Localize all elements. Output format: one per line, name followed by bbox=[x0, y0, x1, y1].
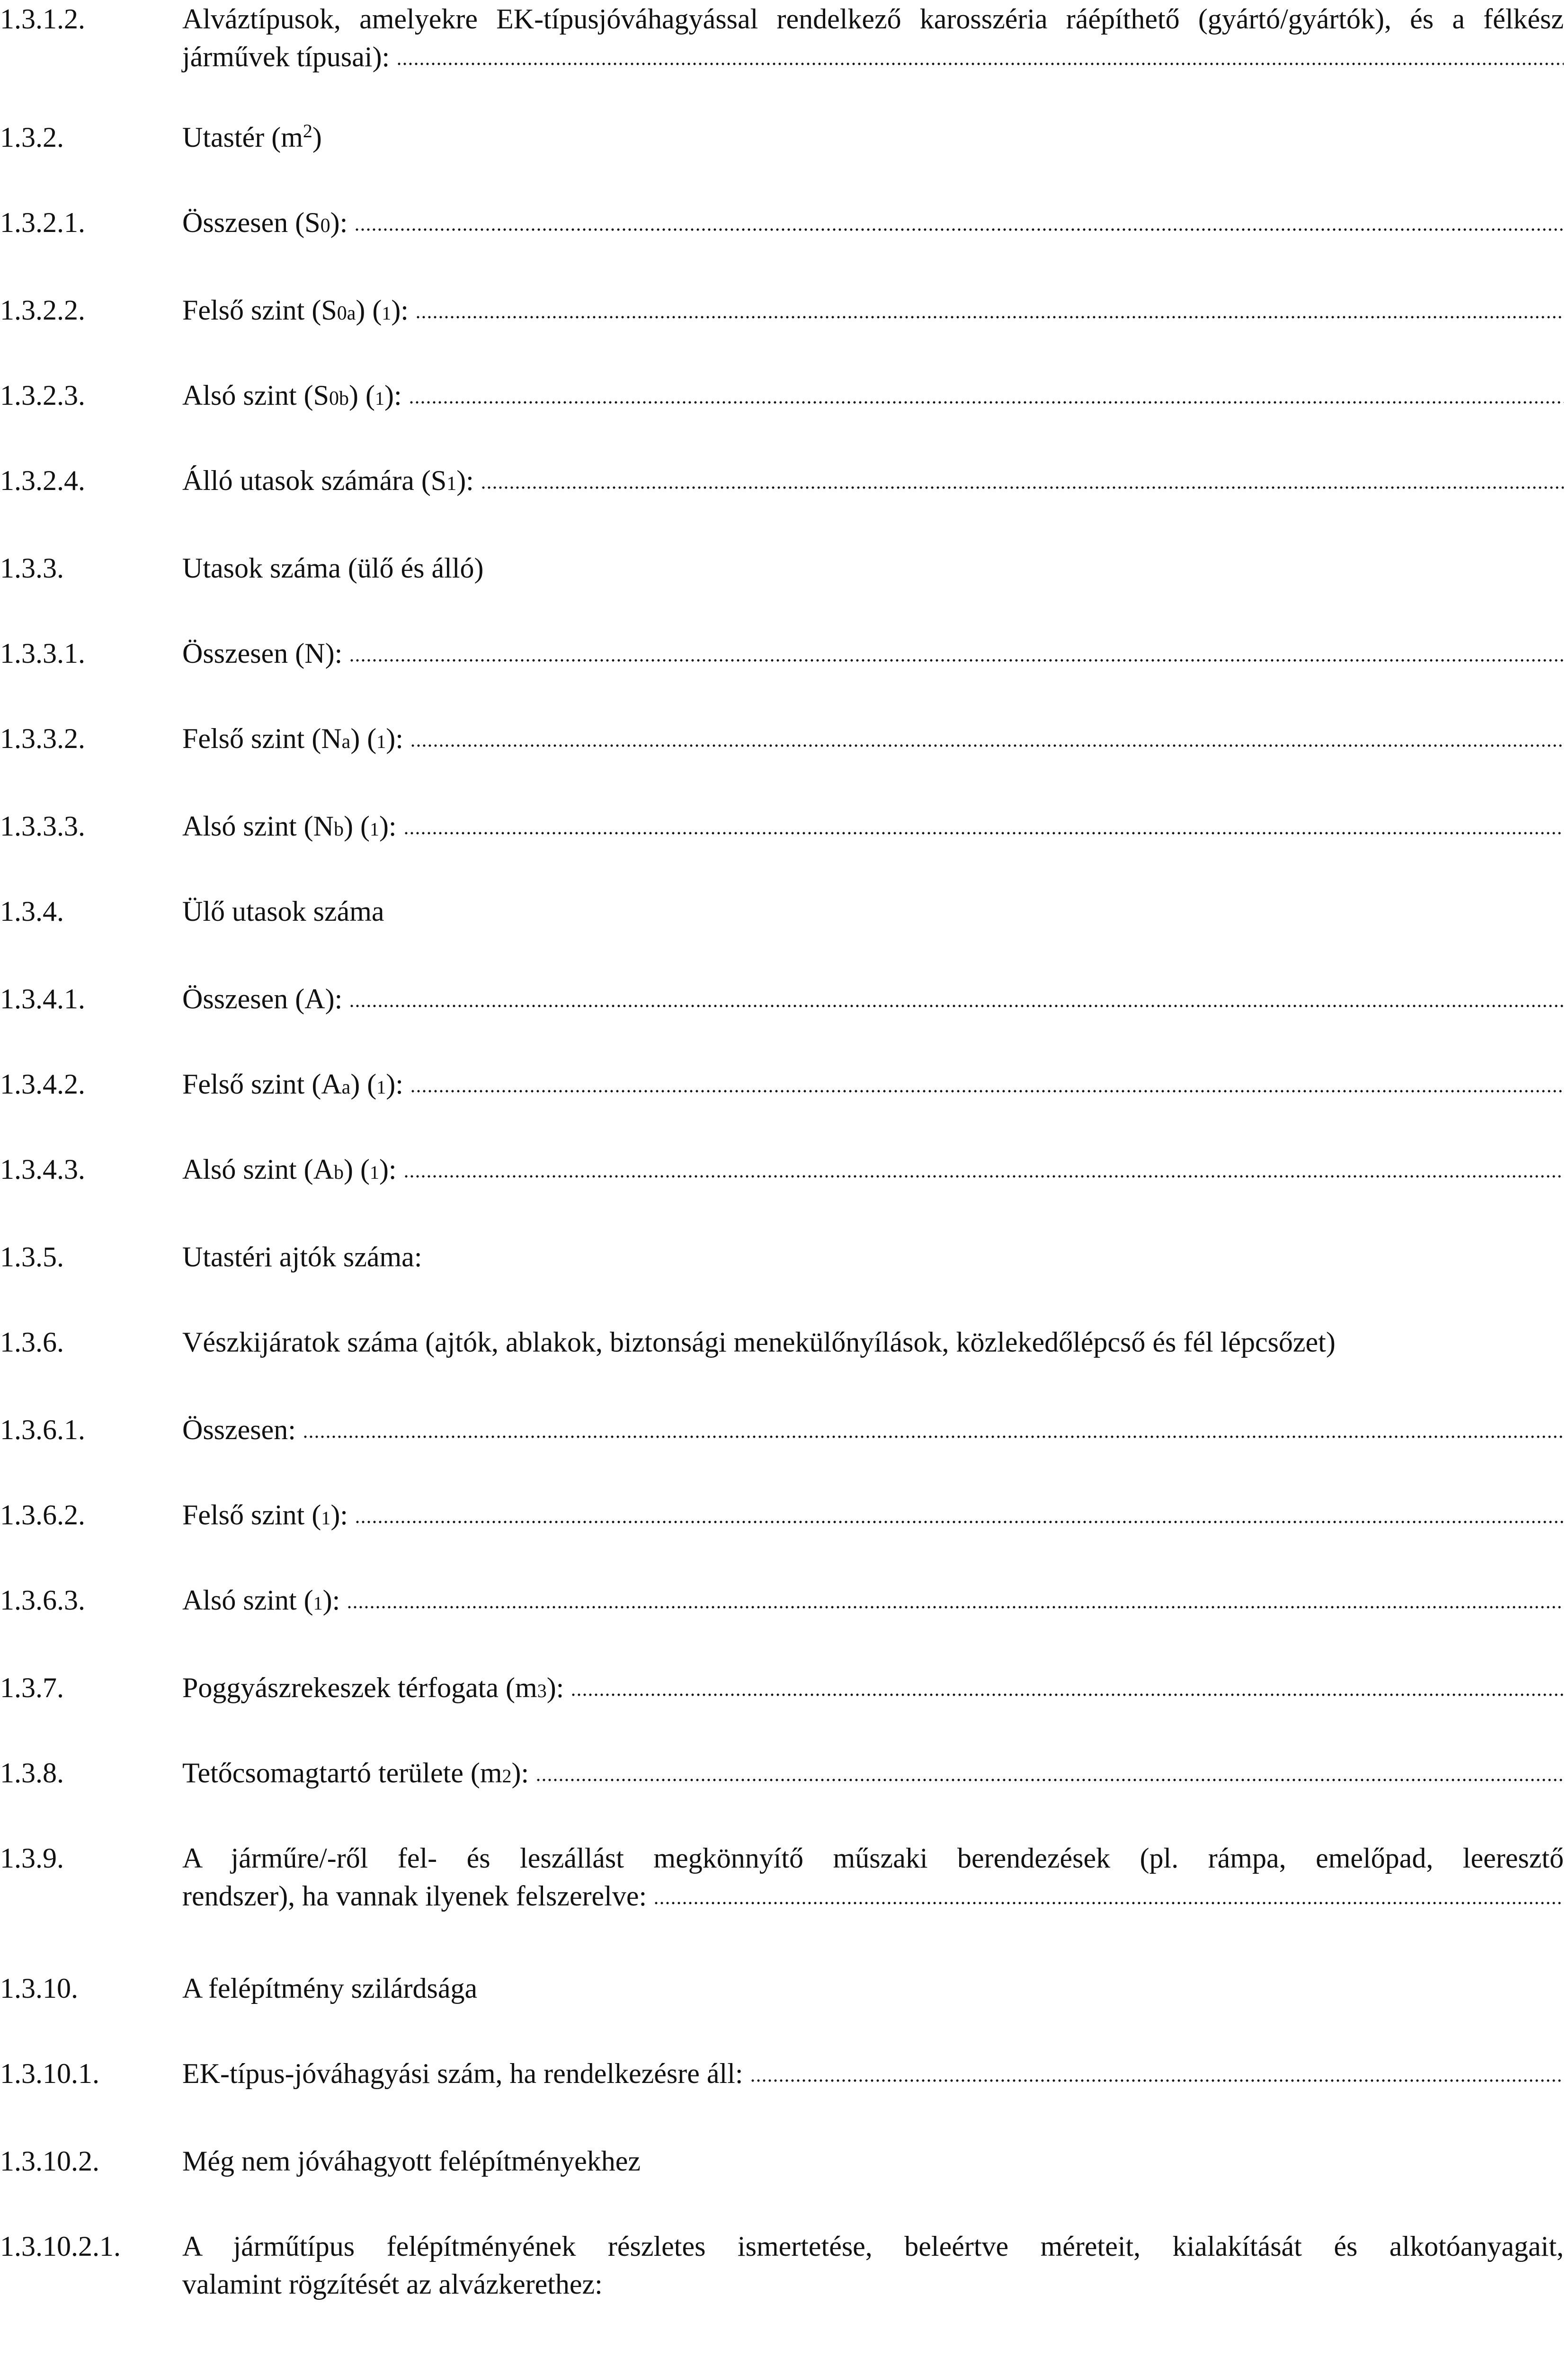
item-text: Alsó szint (S bbox=[182, 380, 330, 411]
item-text: Álló utasok számára (S bbox=[182, 465, 447, 496]
item-number: 1.3.10.1. bbox=[0, 2058, 99, 2089]
dotted-fill-line bbox=[349, 658, 1564, 663]
item-text: Utastér (m bbox=[182, 122, 303, 153]
item-text: Összesen (S bbox=[182, 207, 321, 238]
item-text: Utastéri ajtók száma: bbox=[182, 1241, 422, 1272]
item-text: Felső szint ( bbox=[182, 1499, 321, 1531]
dotted-fill-line bbox=[481, 485, 1564, 490]
item-number: 1.3.6.2. bbox=[0, 1499, 85, 1531]
item-number: 1.3.9. bbox=[0, 1842, 64, 1874]
item-number: 1.3.3.1. bbox=[0, 638, 85, 669]
dotted-fill-line bbox=[303, 1434, 1564, 1439]
item-text-tail: rendszer), ha vannak ilyenek felszerelve: bbox=[182, 1880, 647, 1912]
dotted-fill-line bbox=[410, 743, 1564, 748]
item-text: Felső szint (N bbox=[182, 723, 342, 754]
item-number: 1.3.6. bbox=[0, 1326, 64, 1358]
item-number: 1.3.1.2. bbox=[0, 3, 85, 35]
item-number: 1.3.8. bbox=[0, 1757, 64, 1789]
item-number: 1.3.7. bbox=[0, 1672, 64, 1703]
item-text: Még nem jóváhagyott felépítményekhez bbox=[182, 2145, 641, 2177]
item-text: Felső szint (S bbox=[182, 294, 337, 326]
dotted-fill-line bbox=[535, 1778, 1564, 1782]
dotted-fill-line bbox=[409, 400, 1564, 405]
item-text: Alsó szint (A bbox=[182, 1154, 334, 1185]
item-number: 1.3.4. bbox=[0, 896, 64, 927]
item-number: 1.3.10. bbox=[0, 1973, 78, 2004]
item-text: Felső szint (A bbox=[182, 1068, 342, 1100]
item-text: Poggyászrekeszek térfogata (m bbox=[182, 1672, 537, 1703]
item-number: 1.3.10.2. bbox=[0, 2145, 99, 2177]
item-number: 1.3.2.3. bbox=[0, 380, 85, 411]
dotted-fill-line bbox=[403, 1174, 1564, 1179]
item-number: 1.3.3. bbox=[0, 552, 64, 584]
item-number: 1.3.5. bbox=[0, 1241, 64, 1272]
item-text: EK-típus-jóváhagyási szám, ha rendelkezésre áll: bbox=[182, 2058, 743, 2089]
item-number: 1.3.2.2. bbox=[0, 294, 85, 326]
item-text: Utasok száma (ülő és álló) bbox=[182, 552, 484, 584]
item-text: Tetőcsomagtartó területe (m bbox=[182, 1757, 502, 1789]
item-text: A járműtípus felépítményének részletes ismertetése, beleértve méreteit, kialakítását és alkotóanyagait, bbox=[182, 2231, 1564, 2262]
dotted-fill-line bbox=[570, 1692, 1564, 1697]
item-number: 1.3.10.2.1. bbox=[0, 2231, 121, 2262]
item-number: 1.3.4.3. bbox=[0, 1154, 85, 1185]
item-text: Alsó szint ( bbox=[182, 1584, 313, 1616]
item-number: 1.3.6.1. bbox=[0, 1414, 85, 1445]
dotted-fill-line bbox=[354, 227, 1564, 232]
item-number: 1.3.2.1. bbox=[0, 207, 85, 238]
dotted-fill-line bbox=[653, 1901, 1564, 1905]
dotted-fill-line bbox=[347, 1605, 1564, 1610]
item-text: Összesen (N): bbox=[182, 638, 343, 669]
dotted-fill-line bbox=[750, 2078, 1564, 2083]
item-text: Összesen: bbox=[182, 1414, 296, 1445]
item-text: A felépítmény szilárdsága bbox=[182, 1973, 478, 2004]
item-number: 1.3.6.3. bbox=[0, 1584, 85, 1616]
item-number: 1.3.3.3. bbox=[0, 810, 85, 842]
item-text: Összesen (A): bbox=[182, 983, 343, 1014]
dotted-fill-line bbox=[415, 315, 1564, 320]
item-number: 1.3.2. bbox=[0, 122, 64, 153]
dotted-fill-line bbox=[403, 831, 1564, 836]
item-text: Alsó szint (N bbox=[182, 810, 334, 842]
item-text: Alváztípusok, amelyekre EK-típusjóváhagyással rendelkező karosszéria ráépíthető (gyártó/gyártók), és a félkész bbox=[182, 3, 1564, 35]
item-number: 1.3.3.2. bbox=[0, 723, 85, 754]
dotted-fill-line bbox=[396, 62, 1564, 66]
dotted-fill-line bbox=[355, 1520, 1564, 1524]
item-number: 1.3.2.4. bbox=[0, 465, 85, 496]
item-text: A járműre/-ről fel- és leszállást megkönnyítő műszaki berendezések (pl. rámpa, emelőpad, leeresztő bbox=[182, 1842, 1564, 1874]
dotted-fill-line bbox=[349, 1004, 1564, 1008]
item-text: Ülő utasok száma bbox=[182, 896, 384, 927]
dotted-fill-line bbox=[410, 1089, 1564, 1094]
item-text-tail: járművek típusai): bbox=[182, 41, 390, 72]
item-text-tail: valamint rögzítését az alvázkerethez: bbox=[182, 2269, 603, 2300]
item-text: Vészkijáratok száma (ajtók, ablakok, biztonsági menekülőnyílások, közlekedőlépcső és fél lépcsőzet) bbox=[182, 1326, 1336, 1358]
item-number: 1.3.4.1. bbox=[0, 983, 85, 1014]
document-page: 1.3.1.2. Alváztípusok, amelyekre EK-típusjóváhagyással rendelkező karosszéria ráépíthető (gyártó/gyártók), és a félkész járművek típusai): 1.3.2. Utastér $(m^2)$ 1.3.2.1. Összesen (S 0 ): 1.3.2.2. Felső szint (S 0a ) ( 1 ): 1.3.2.3. Alsó szint (S 0b ) ( 1 ): 1.3.2.4. Álló utasok számára (S 1 ): 1.3.3. Utasok száma (ülő és álló) 1.3.3.1. Összesen (N): 1.3.3.2. Felső szint (N a ) ( 1 ): 1.3.3.3. Alsó szint (N b ) ( 1 ): 1.3.4. Ülő utasok száma 1.3.4.1. Összesen (A): 1.3.4.2. Felső szint (A a ) ( 1 ): 1.3.4.3. Alsó szint (A b ) ( 1 ): 1.3.5. Utastéri ajtók száma: 1.3.6. Vészkijáratok száma (ajtók, ablakok, biztonsági menekülőnyílások, közlekedőlépcső és fél lépcsőzet) 1.3.6.1. Összesen: 1.3.6.2. Felső szint ( 1 ): 1.3.6.3. Alsó szint ( 1 ): 1.3.7. Poggyászrekeszek térfogata (m 3 ): 1.3.8. Tetőcsomagtartó területe (m 2 ): 1.3.9. A járműre/-ről fel- és leszállást megkönnyítő műszaki berendezések (pl. rámpa, emelőpad, leeresztő rendszer), ha vannak ilyenek felszerelve: 1.3.10. A felépítmény szilárdsága 1.3.10.1. EK-típus-jóváhagyási szám, ha rendelkezésre áll: 1.3.10.2. Még nem jóváhagyott felépítményekhez 1.3.10.2.1. A járműtípus felépítményének részletes ismertetése, beleértve méreteit, kialakítását és alkotóanyagait, valamint rögzítését az alvázkerethez: bbox=[0, 0, 1568, 2367]
item-number: 1.3.4.2. bbox=[0, 1068, 85, 1100]
